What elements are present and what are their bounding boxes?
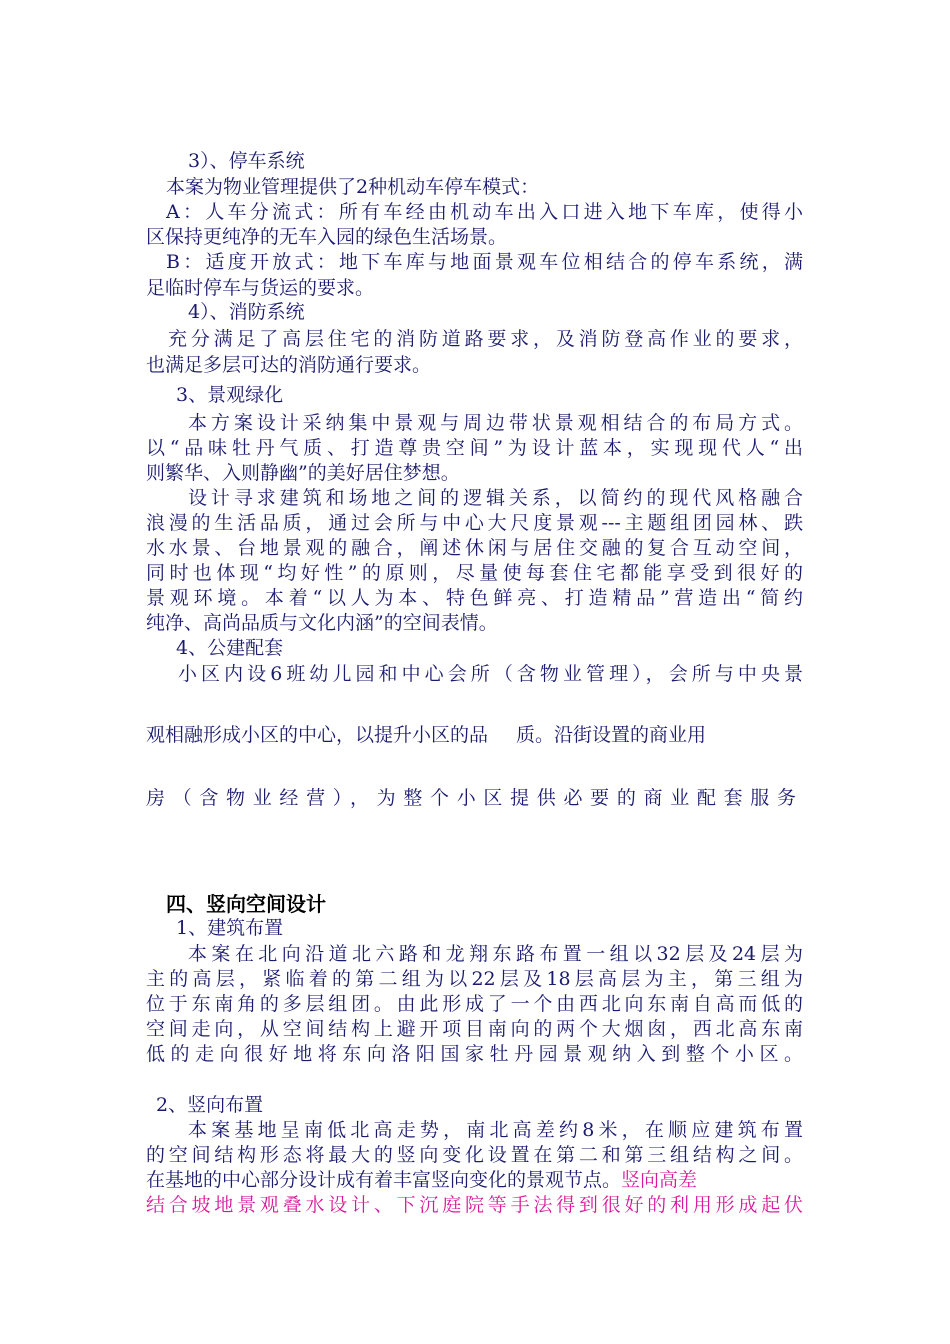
paragraph-line: 区保持更纯净的无车入园的绿色生活场景。 (146, 226, 508, 248)
paragraph-parking-intro: 本案为物业管理提供了2种机动车停车模式： (166, 176, 540, 198)
heading-public-facilities: 4、公建配套 (176, 637, 284, 659)
paragraph-line: 同时也体现“均好性”的原则，尽量使每套住宅都能享受到很好的 (146, 562, 803, 584)
paragraph-line-mixed (146, 1168, 697, 1193)
paragraph-fragment: 质。沿街设置的商业用 (516, 724, 707, 746)
paragraph-line: 的空间结构形态将最大的竖向变化设置在第二和第三组结构之间。 (146, 1144, 803, 1166)
paragraph-line: 以“品味牡丹气质、打造尊贵空间”为设计蓝本，实现现代人“出 (146, 437, 803, 459)
paragraph-line: 本案基地呈南低北高走势，南北高差约8米，在顺应建筑布置 (188, 1119, 803, 1141)
paragraph-fragment: 观相融形成小区的中心，以提升小区的品 (146, 724, 489, 746)
paragraph-line: 位于东南角的多层组团。由此形成了一个由西北向东南自高而低的 (146, 993, 803, 1015)
highlight-line: 结合坡地景观叠水设计、下沉庭院等手法得到很好的利用形成起伏 (146, 1194, 803, 1216)
paragraph-fragment: 在基地的中心部分设计成有着丰富竖向变化的景观节点。 (146, 1169, 622, 1191)
paragraph-line: 浪漫的生活品质，通过会所与中心大尺度景观---主题组团园林、跌 (146, 512, 803, 534)
paragraph-line: 则繁华、入则静幽”的美好居住梦想。 (146, 462, 460, 484)
paragraph-line: 低的走向很好地将东向洛阳国家牡丹园景观纳入到整个小区。 (146, 1043, 803, 1065)
paragraph-line: 纯净、高尚品质与文化内涵”的空间表情。 (146, 612, 498, 634)
heading-building-layout: 1、建筑布置 (176, 917, 284, 939)
heading-fire-system: 4）、消防系统 (188, 301, 305, 323)
section-title-vertical-design: 四、竖向空间设计 (166, 892, 326, 916)
paragraph-line: A：人车分流式：所有车经由机动车出入口进入地下车库，使得小 (166, 201, 803, 223)
paragraph-line: 小区内设6班幼儿园和中心会所（含物业管理），会所与中央景 (178, 663, 803, 685)
paragraph-line: 水水景、台地景观的融合，阐述休闲与居住交融的复合互动空间， (146, 537, 803, 559)
paragraph-line: 空间走向，从空间结构上避开项目南向的两个大烟囱，西北高东南 (146, 1018, 803, 1040)
heading-landscape: 3、景观绿化 (176, 384, 284, 406)
paragraph-line: 主的高层，紧临着的第二组为以22层及18层高层为主，第三组为 (146, 968, 803, 990)
heading-vertical-layout: 2、竖向布置 (156, 1094, 264, 1116)
paragraph-line: 本案在北向沿道北六路和龙翔东路布置一组以32层及24层为 (188, 943, 803, 965)
paragraph-line-wide: 房（含物业经营），为整个小区提供必要的商业配套服务 (146, 787, 803, 809)
paragraph-line: 景观环境。本着“以人为本、特色鲜亮、打造精品”营造出“简约 (146, 587, 803, 609)
paragraph-line: 充分满足了高层住宅的消防道路要求，及消防登高作业的要求， (168, 328, 803, 350)
paragraph-line: 设计寻求建筑和场地之间的逻辑关系，以简约的现代风格融合 (188, 487, 803, 509)
paragraph-line: 也满足多层可达的消防通行要求。 (146, 354, 432, 376)
paragraph-line: 本方案设计采纳集中景观与周边带状景观相结合的布局方式。 (188, 412, 803, 434)
highlight-fragment: 竖向高差 (621, 1169, 698, 1191)
paragraph-line-split (146, 723, 706, 748)
heading-parking-system: 3）、停车系统 (188, 150, 305, 172)
paragraph-line: B：适度开放式：地下车库与地面景观车位相结合的停车系统，满 (166, 251, 803, 273)
paragraph-line: 足临时停车与货运的要求。 (146, 277, 375, 299)
